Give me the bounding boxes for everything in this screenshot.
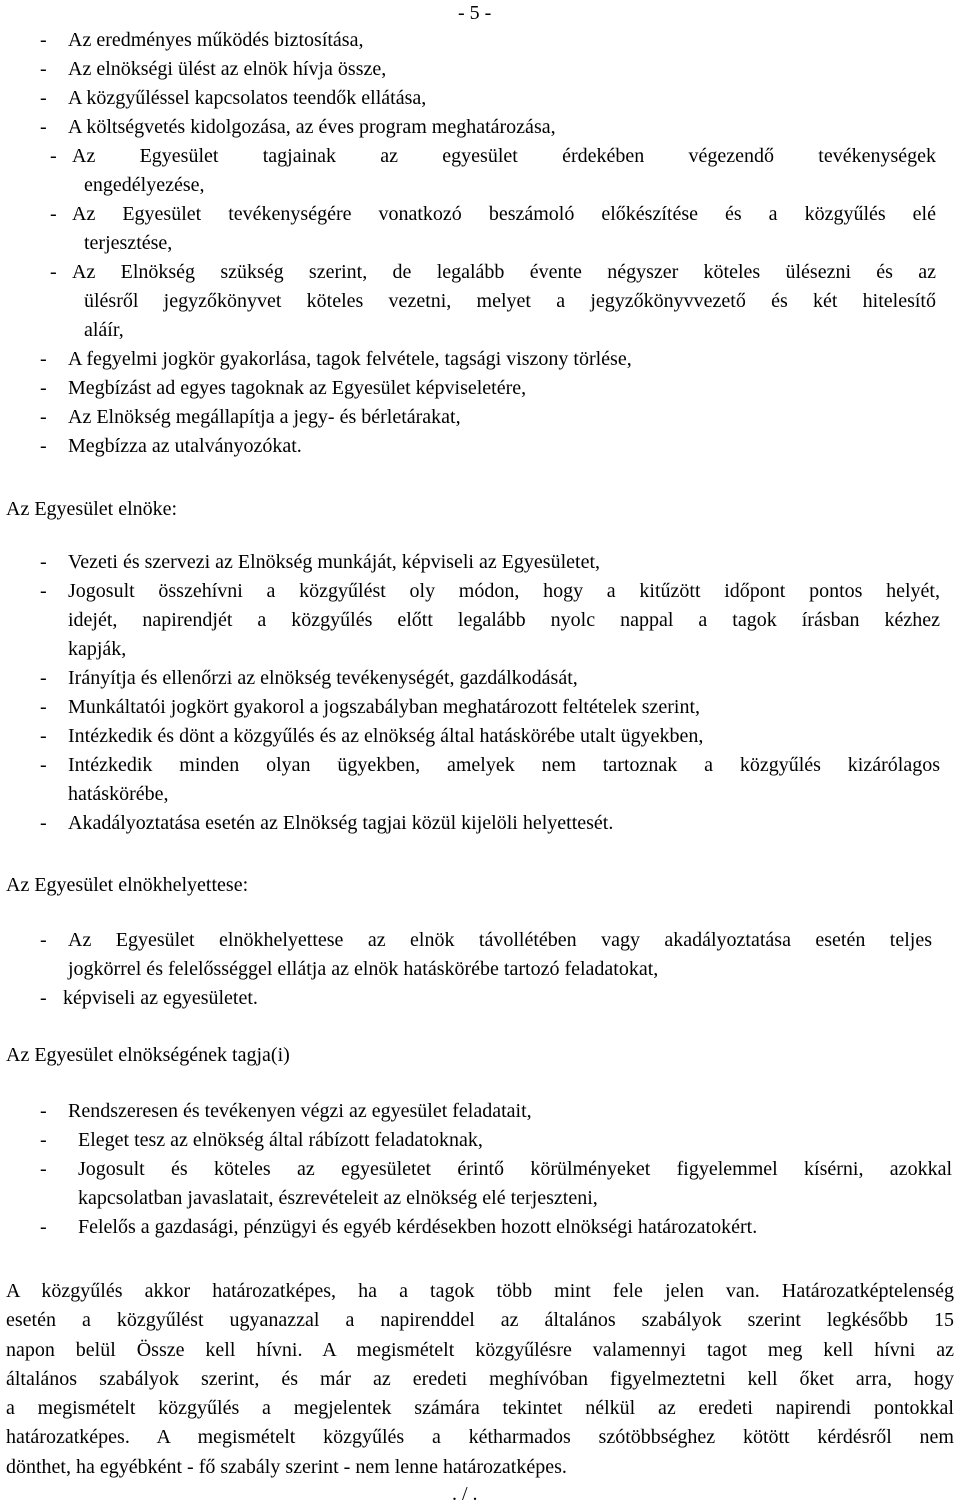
- list-item: - Eleget tesz az elnökség által rábízott feladatoknak,: [40, 1129, 483, 1151]
- vice-president-heading: Az Egyesület elnökhelyettese:: [6, 874, 249, 896]
- president-heading: Az Egyesület elnöke:: [6, 498, 178, 520]
- list-item: - A fegyelmi jogkör gyakorlása, tagok felvétele, tagsági viszony törlése,: [40, 348, 632, 370]
- list-item: - Az Egyesület elnökhelyettese az elnök távollétében vagy akadályoztatása esetén teljes jogkörrel és felelősséggel ellátja az elnök hatáskörébe tartozó feladatokat,: [40, 929, 932, 980]
- list-item: - A költségvetés kidolgozása, az éves program meghatározása,: [40, 116, 556, 138]
- page-number: - 5 -: [458, 2, 492, 24]
- list-item: - A közgyűléssel kapcsolatos teendők ellátása,: [40, 87, 427, 109]
- list-item: - Jogosult és köteles az egyesületet érintő körülményeket figyelemmel kísérni, azokkal kapcsolatban javaslatait, észrevételeit az elnökség elé terjeszteni,: [40, 1158, 952, 1209]
- list-item: - Az Elnökség megállapítja a jegy- és bérletárakat,: [40, 406, 461, 428]
- list-item: - Az Elnökség szükség szerint, de legalább évente négyszer köteles ülésezni és az ülésről jegyzőkönyvet köteles vezetni, melyet a jegyzőkönyvvezető és két hitelesítő aláír,: [50, 261, 936, 341]
- list-item: - képviseli az egyesületet.: [40, 987, 258, 1009]
- board-member-duties-list: [0, 1097, 952, 1242]
- list-item: - Vezeti és szervezi az Elnökség munkáját, képviseli az Egyesületet,: [40, 551, 601, 573]
- continuation-mark: . / .: [452, 1483, 478, 1505]
- list-item: - Rendszeresen és tevékenyen végzi az egyesület feladatait,: [40, 1100, 532, 1122]
- list-item: - Megbízást ad egyes tagoknak az Egyesület képviseletére,: [40, 377, 527, 399]
- list-item: - Az eredményes működés biztosítása,: [40, 29, 364, 51]
- vice-president-duties-list: [0, 926, 932, 1013]
- list-item: - Az Egyesület tagjainak az egyesület érdekében végezendő tevékenységek engedélyezése,: [50, 145, 936, 196]
- list-item: - Megbízza az utalványozókat.: [40, 435, 302, 457]
- quorum-paragraph: A közgyűlés akkor határozatképes, ha a tagok több mint fele jelen van. Határozatképtelenség esetén a közgyűlést ugyanazzal a napirenddel az általános szabályok szerint legkésőbb 15 napon belül Össze kell hívni. A megismételt közgyűlésre valamennyi tagot meg kell hívni az általános szabályok szerint, és már az eredeti meghívóban figyelmeztetni kell őket arra, hogy a megismételt közgyűlés a megjelentek számára tekintet nélkül az eredeti napirendi pontokkal határozatképes. A megismételt közgyűlés a kétharmados szótöbbséghez kötött kérdésről nem dönthet, ha egyébként - fő szabály szerint - nem lenne határozatképes.: [6, 1280, 954, 1478]
- list-item: - Jogosult összehívni a közgyűlést oly módon, hogy a kitűzött időpont pontos helyét, idejét, napirendjét a közgyűlés előtt legalább nyolc nappal a tagok írásban kézhez kapják,: [40, 580, 940, 660]
- list-item: - Irányítja és ellenőrzi az elnökség tevékenységét, gazdálkodását,: [40, 667, 578, 689]
- list-item: - Az Egyesület tevékenységére vonatkozó beszámoló előkészítése és a közgyűlés elé terjesztése,: [50, 203, 936, 254]
- list-item: - Akadályoztatása esetén az Elnökség tagjai közül kijelöli helyettesét.: [40, 812, 614, 834]
- list-item: - Munkáltatói jogkört gyakorol a jogszabályban meghatározott feltételek szerint,: [40, 696, 701, 718]
- board-member-heading: Az Egyesület elnökségének tagja(i): [6, 1044, 290, 1066]
- board-duties-list: [0, 26, 936, 461]
- list-item: - Az elnökségi ülést az elnök hívja össze,: [40, 58, 387, 80]
- list-item: - Felelős a gazdasági, pénzügyi és egyéb kérdésekben hozott elnökségi határozatokért.: [40, 1216, 758, 1238]
- list-item: - Intézkedik minden olyan ügyekben, amelyek nem tartoznak a közgyűlés kizárólagos hatáskörébe,: [40, 754, 940, 805]
- list-item: - Intézkedik és dönt a közgyűlés és az elnökség által hatáskörébe utalt ügyekben,: [40, 725, 704, 747]
- president-duties-list: [0, 548, 940, 838]
